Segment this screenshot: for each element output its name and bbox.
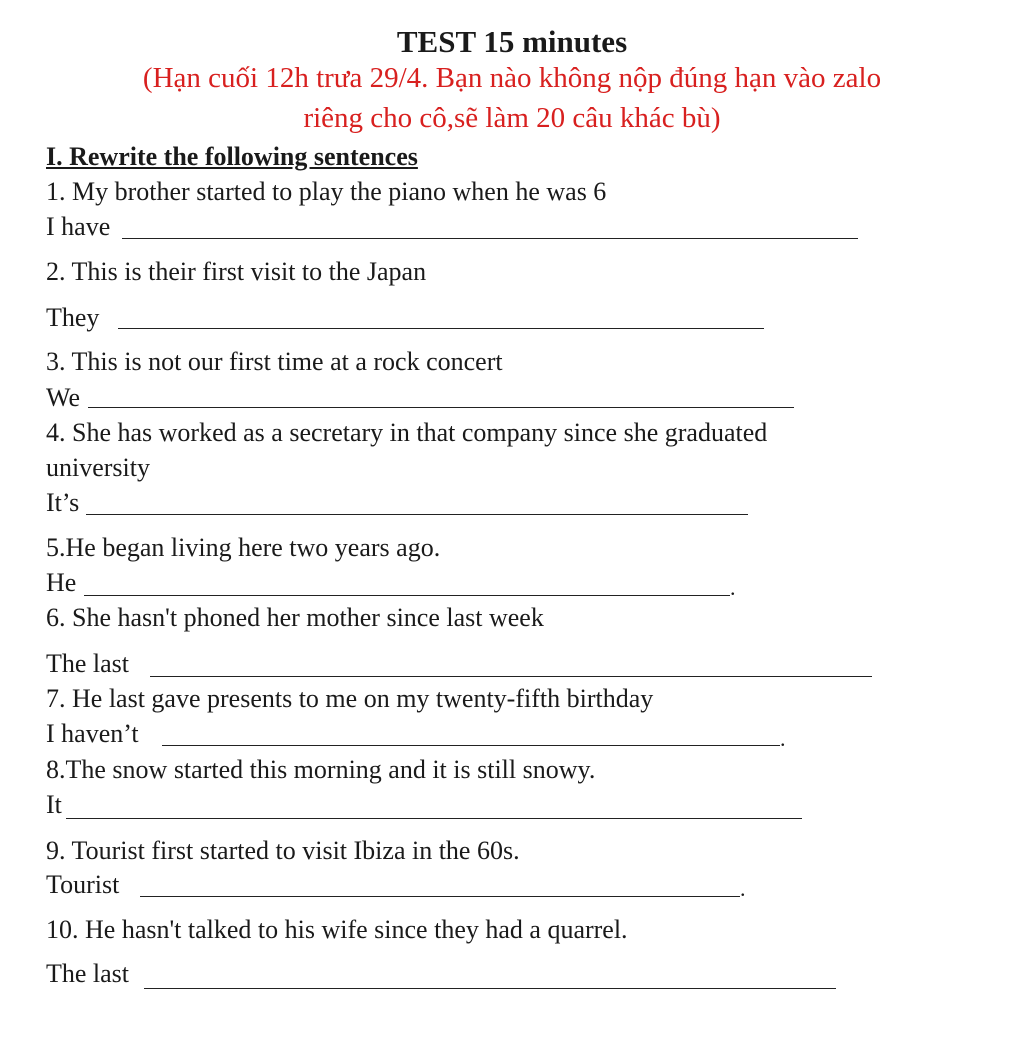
- question-3-prompt: We: [46, 383, 80, 412]
- question-1-text: 1. My brother started to play the piano when he was 6: [46, 177, 607, 206]
- question-5-prompt: He: [46, 568, 77, 597]
- question-4-text-line2: university: [46, 453, 150, 482]
- question-7-prompt: I haven’t: [46, 719, 139, 748]
- question-6-answer-blank[interactable]: [150, 676, 872, 677]
- question-4-text-line1: 4. She has worked as a secretary in that company since she graduated: [46, 418, 768, 447]
- question-4-prompt: It’s: [46, 488, 80, 517]
- question-8-text: 8.The snow started this morning and it is still snowy.: [46, 755, 596, 784]
- question-7-answer-blank[interactable]: [162, 745, 780, 746]
- question-10-answer-blank[interactable]: [144, 988, 836, 989]
- question-2-text: 2. This is their first visit to the Japan: [46, 257, 427, 286]
- question-5-answer-blank[interactable]: [84, 595, 730, 596]
- question-3-text: 3. This is not our first time at a rock concert: [46, 347, 503, 376]
- question-7-period: .: [780, 726, 786, 751]
- question-3-answer-blank[interactable]: [88, 407, 794, 408]
- section-heading: I. Rewrite the following sentences: [46, 142, 418, 171]
- question-1-prompt: I have: [46, 212, 111, 241]
- question-9-period: .: [740, 876, 746, 901]
- question-6-prompt: The last: [46, 649, 130, 678]
- deadline-note-line2: riêng cho cô,sẽ làm 20 câu khác bù): [303, 102, 721, 134]
- question-5-text: 5.He began living here two years ago.: [46, 533, 441, 562]
- question-5-period: .: [730, 575, 736, 600]
- question-1-answer-blank[interactable]: [122, 238, 858, 239]
- question-4-answer-blank[interactable]: [86, 514, 748, 515]
- question-9-prompt: Tourist: [46, 870, 120, 899]
- question-9-text: 9. Tourist first started to visit Ibiza in the 60s.: [46, 836, 520, 865]
- question-7-text: 7. He last gave presents to me on my twenty-fifth birthday: [46, 684, 654, 713]
- question-10-prompt: The last: [46, 959, 130, 988]
- question-9-answer-blank[interactable]: [140, 896, 740, 897]
- question-10-text: 10. He hasn't talked to his wife since they had a quarrel.: [46, 915, 628, 944]
- question-8-prompt: It: [46, 790, 62, 819]
- question-2-prompt: They: [46, 303, 100, 332]
- deadline-note-line1: (Hạn cuối 12h trưa 29/4. Bạn nào không nộp đúng hạn vào zalo: [142, 62, 882, 94]
- page-title: TEST 15 minutes: [396, 24, 628, 59]
- question-2-answer-blank[interactable]: [118, 328, 764, 329]
- question-8-answer-blank[interactable]: [66, 818, 802, 819]
- question-6-text: 6. She hasn't phoned her mother since last week: [46, 603, 544, 632]
